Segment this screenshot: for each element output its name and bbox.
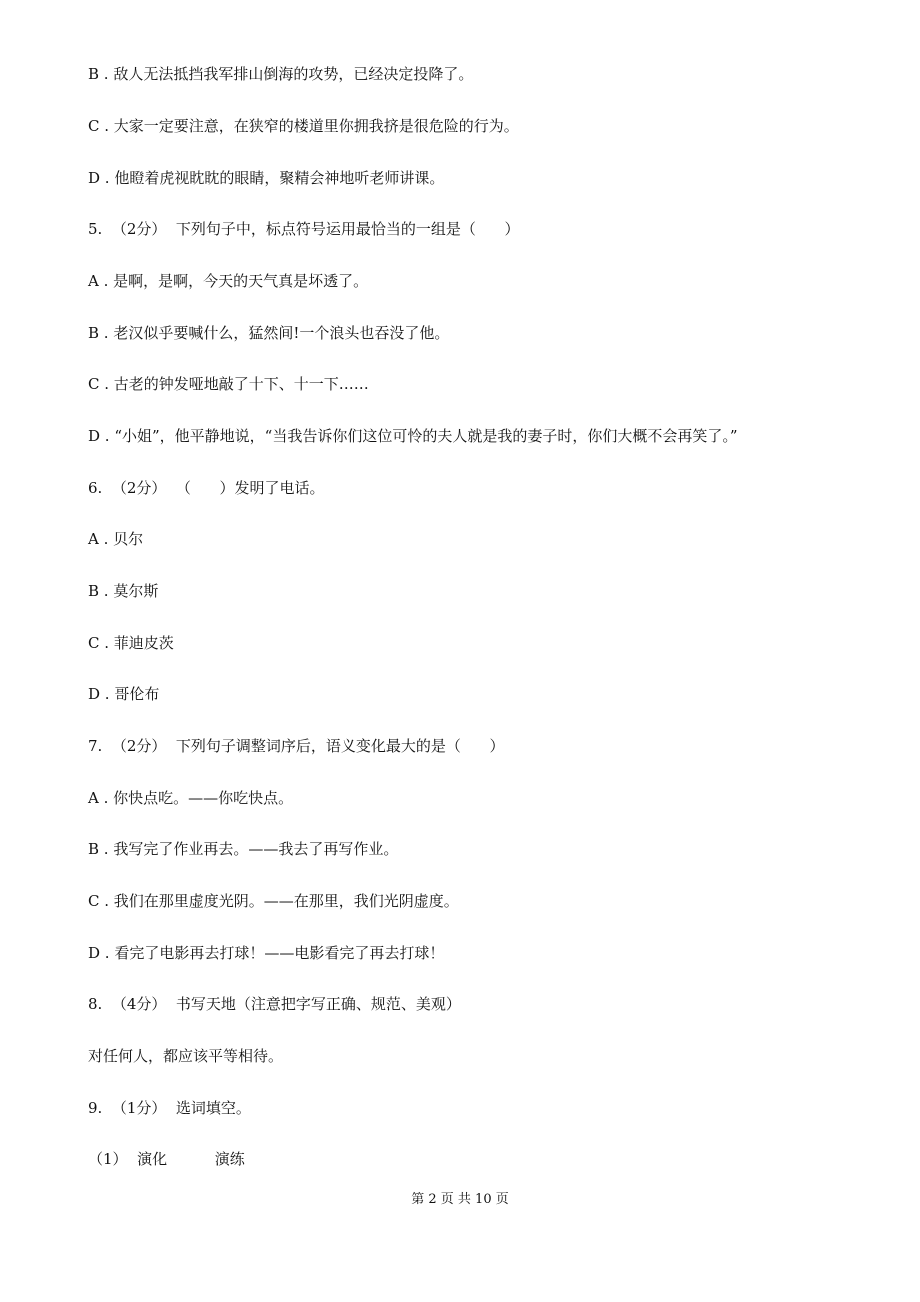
q6-option-d: D . 哥伦布 bbox=[88, 685, 160, 703]
q7-option-b: B . 我写完了作业再去。——我去了再写作业。 bbox=[88, 840, 399, 858]
question-8-stem: 8. （4分） 书写天地（注意把字写正确、规范、美观） bbox=[88, 995, 461, 1013]
q5-option-c: C . 古老的钟发哑地敲了十下、十一下…… bbox=[88, 375, 369, 393]
page-number-footer: 第 2 页 共 10 页 bbox=[411, 1192, 509, 1207]
q6-option-a: A . 贝尔 bbox=[88, 530, 144, 548]
question-5-stem: 5. （2分） 下列句子中，标点符号运用最恰当的一组是（ ） bbox=[88, 220, 520, 238]
question-9-stem: 9. （1分） 选词填空。 bbox=[88, 1099, 251, 1117]
q5-option-b: B . 老汉似乎要喊什么，猛然间!一个浪头也吞没了他。 bbox=[88, 324, 450, 342]
q7-option-c: C . 我们在那里虚度光阴。——在那里，我们光阴虚度。 bbox=[88, 892, 459, 910]
q4-option-c: C . 大家一定要注意，在狭窄的楼道里你拥我挤是很危险的行为。 bbox=[88, 117, 519, 135]
q7-option-d: D . 看完了电影再去打球！——电影看完了再去打球！ bbox=[88, 944, 445, 962]
question-6-stem: 6. （2分） （ ）发明了电话。 bbox=[88, 479, 325, 497]
q8-copy-sentence: 对任何人，都应该平等相待。 bbox=[88, 1047, 284, 1065]
q6-option-b: B . 莫尔斯 bbox=[88, 582, 159, 600]
q4-option-d: D . 他瞪着虎视眈眈的眼睛，聚精会神地听老师讲课。 bbox=[88, 169, 445, 187]
question-7-stem: 7. （2分） 下列句子调整词序后，语义变化最大的是（ ） bbox=[88, 737, 505, 755]
q6-option-c: C . 菲迪皮茨 bbox=[88, 634, 174, 652]
q9-sub-1-word-choices: （1） 演化 演练 bbox=[88, 1150, 245, 1168]
q5-option-d: D . “小姐”，他平静地说，“当我告诉你们这位可怜的夫人就是我的妻子时，你们大概不会再笑了。” bbox=[88, 427, 738, 445]
q4-option-b: B . 敌人无法抵挡我军排山倒海的攻势，已经决定投降了。 bbox=[88, 65, 474, 83]
q5-option-a: A . 是啊，是啊，今天的天气真是坏透了。 bbox=[88, 272, 369, 290]
q7-option-a: A . 你快点吃。——你吃快点。 bbox=[88, 789, 294, 807]
